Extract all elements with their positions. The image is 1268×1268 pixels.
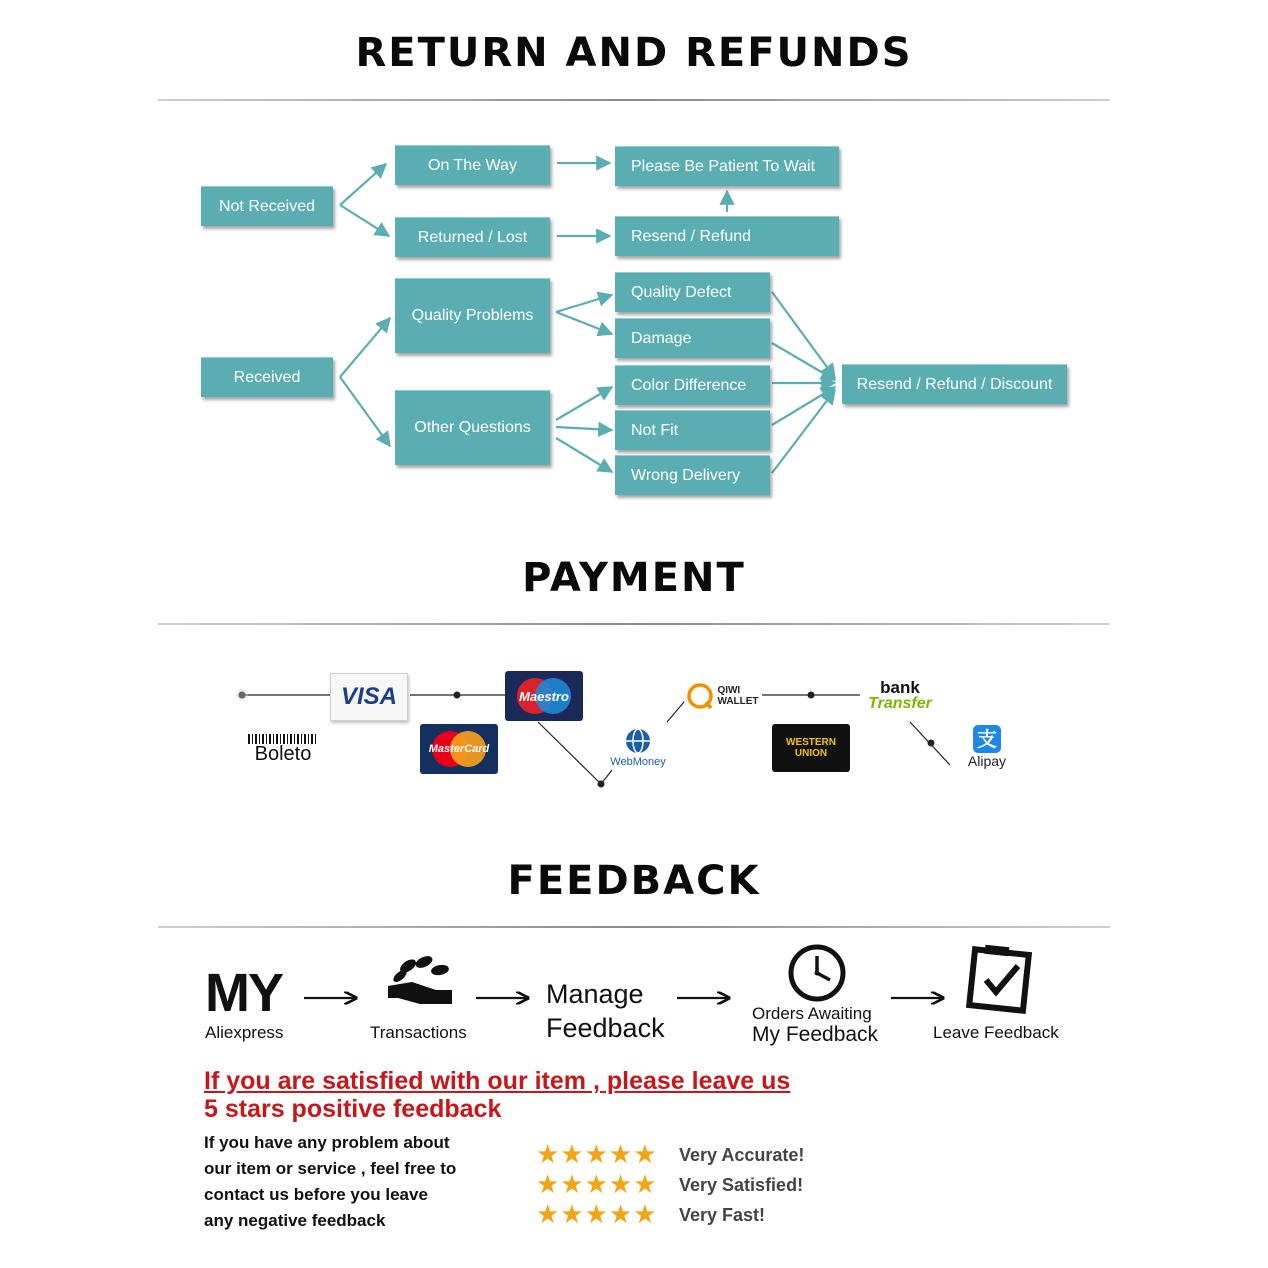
rating-fast: Very Fast! [679,1205,766,1225]
alipay-icon: 支 [973,725,1001,753]
manage-line1: Manage [546,979,644,1009]
star-rating-icons: ★★★★★ [536,1199,658,1229]
visa-text: VISA [340,683,397,710]
note-line: contact us before you leave [204,1185,428,1204]
box-please-wait-label: Please Be Patient To Wait [631,157,816,175]
clock-icon [791,947,843,999]
western-union-line1: WESTERN [786,737,836,748]
qiwi-line1: QIWI [717,685,741,696]
hand-coins-icon [388,954,452,1004]
star-rating-icons: ★★★★★ [536,1169,658,1199]
qiwi-line2: WALLET [717,696,759,707]
manage-line2: Feedback [546,1013,665,1043]
leave-feedback-label: Leave Feedback [933,1023,1059,1042]
star-rating-icons: ★★★★★ [536,1139,658,1169]
box-received-label: Received [233,368,301,386]
my-label: MY [205,963,282,1023]
mastercard-text: MasterCard [428,743,490,755]
problem-note [204,1130,494,1234]
clipboard-check-icon [969,945,1029,1011]
aliexpress-label: Aliexpress [205,1023,284,1042]
boleto-text: Boleto [254,743,312,765]
feedback-title: FEEDBACK [507,858,761,904]
orders-awaiting-label [752,1003,878,1045]
note-line: If you have any problem about [204,1133,450,1152]
box-returned-lost-label: Returned / Lost [417,228,528,246]
rating-satisfied: Very Satisfied! [679,1175,804,1195]
box-quality-defect-label: Quality Defect [631,283,732,301]
alipay-text: Alipay [967,753,1007,769]
satisfied-message: If you are satisfied with our item , please leave us [204,1067,791,1095]
awaiting-line1: Orders Awaiting [752,1004,872,1023]
box-other-questions-label: Other Questions [414,419,531,436]
bank-line1: bank [880,678,920,697]
box-not-fit-label: Not Fit [631,421,679,439]
western-union-line2: UNION [794,748,828,759]
note-line: our item or service , feel free to [204,1159,457,1178]
webmoney-text: WebMoney [610,756,666,768]
box-damage-label: Damage [631,329,692,347]
awaiting-line2: My Feedback [752,1023,879,1046]
note-line: any negative feedback [204,1211,386,1230]
manage-feedback-label [546,977,665,1045]
box-wrong-delivery-label: Wrong Delivery [631,466,741,484]
box-on-the-way-label: On The Way [428,156,517,174]
rating-accurate: Very Accurate! [679,1145,805,1165]
box-color-difference-label: Color Difference [631,376,747,394]
box-resolution-label: Resend / Refund / Discount [856,375,1053,393]
box-quality-problems-label: Quality Problems [411,307,534,324]
returns-title: RETURN AND REFUNDS [355,30,913,76]
bank-line2: Transfer [868,695,932,712]
transactions-label: Transactions [370,1023,467,1042]
five-stars-message: 5 stars positive feedback [204,1095,502,1123]
maestro-text: Maestro [519,688,569,704]
payment-title: PAYMENT [522,555,746,601]
box-not-received-label: Not Received [218,197,316,215]
box-resend-refund-label: Resend / Refund [631,227,752,245]
